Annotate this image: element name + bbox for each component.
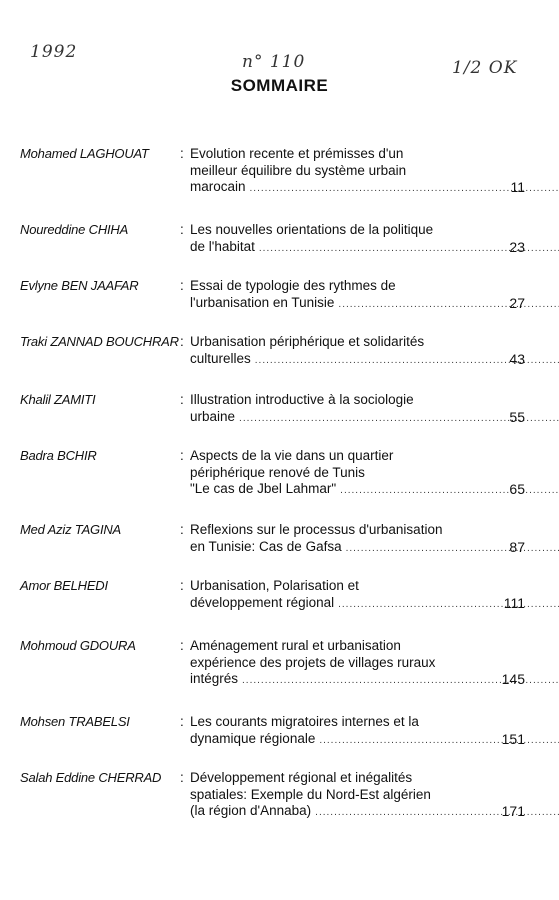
- toc-title-line: Urbanisation périphérique et solidarités: [190, 334, 425, 349]
- page-title: SOMMAIRE: [230, 76, 329, 95]
- toc-page-number: 23: [509, 238, 525, 255]
- toc-title-line: Essai de typologie des rythmes de: [190, 278, 396, 293]
- dot-leader: [340, 485, 559, 496]
- toc-separator: :: [180, 638, 184, 653]
- toc-author: Khalil ZAMITI: [20, 392, 96, 407]
- toc-article-title: [180, 278, 500, 313]
- toc-title-line: de l'habitat: [190, 238, 255, 254]
- toc-article-title: [180, 222, 500, 257]
- toc-title-line: l'urbanisation en Tunisie: [190, 294, 335, 310]
- toc-separator: :: [180, 392, 184, 407]
- toc-article-title: [180, 578, 500, 613]
- toc-separator: :: [180, 714, 184, 729]
- toc-title-line: Reflexions sur le processus d'urbanisation: [190, 522, 443, 537]
- handwritten-year: 1992: [30, 42, 78, 62]
- toc-article-title: [180, 146, 500, 198]
- toc-article-title: [180, 638, 500, 690]
- toc-title-line: culturelles: [190, 350, 251, 366]
- toc-separator: :: [180, 222, 184, 237]
- toc-page-number: 171: [501, 803, 525, 819]
- toc-title-line: Aspects de la vie dans un quartier: [190, 448, 394, 463]
- toc-title-line: Illustration introductive à la sociologie: [190, 392, 414, 407]
- dot-leader: [338, 299, 559, 310]
- toc-title-line: Les courants migratoires internes et la: [190, 714, 419, 729]
- toc-separator: :: [180, 522, 184, 537]
- dot-leader: [338, 599, 559, 610]
- toc-separator: :: [180, 146, 184, 161]
- toc-page-number: 111: [503, 594, 525, 611]
- toc-author: Badra BCHIR: [20, 448, 97, 463]
- toc-article-title: [180, 334, 500, 369]
- handwritten-number: n° 110: [242, 52, 306, 72]
- toc-author: Mohsen TRABELSI: [20, 714, 130, 729]
- toc-title-line: périphérique renové de Tunis: [190, 464, 365, 480]
- toc-separator: :: [180, 448, 184, 463]
- toc-title-line: expérience des projets de villages ruraux: [190, 654, 436, 670]
- toc-title-line: marocain: [190, 179, 246, 194]
- toc-title-line: dynamique régionale: [190, 730, 316, 746]
- toc-separator: :: [180, 770, 184, 785]
- toc-title-line: (la région d'Annaba): [190, 803, 312, 818]
- toc-article-title: [180, 392, 500, 427]
- toc-page-number: 87: [509, 538, 525, 555]
- toc-page-number: 145: [501, 671, 525, 687]
- toc-page-number: 11: [510, 179, 525, 195]
- toc-title-line: meilleur équilibre du système urbain: [190, 162, 407, 178]
- toc-title-line: en Tunisie: Cas de Gafsa: [190, 538, 342, 554]
- toc-page-number: 55: [509, 408, 525, 425]
- toc-author: Mohamed LAGHOUAT: [20, 146, 149, 161]
- toc-author: Med Aziz TAGINA: [20, 522, 122, 537]
- toc-page-number: 65: [509, 481, 525, 497]
- toc-title-line: Les nouvelles orientations de la politique: [190, 222, 434, 237]
- toc-article-title: [180, 522, 500, 557]
- toc-author: Amor BELHEDI: [20, 578, 108, 593]
- toc-title-line: développement régional: [190, 594, 335, 610]
- toc-title-line: spatiales: Exemple du Nord-Est algérien: [190, 786, 431, 802]
- toc-article-title: [180, 714, 500, 749]
- toc-title-line: Aménagement rural et urbanisation: [190, 638, 401, 653]
- toc-author: Evlyne BEN JAAFAR: [20, 278, 139, 293]
- toc-title-line: "Le cas de Jbel Lahmar": [190, 481, 337, 496]
- handwritten-note: 1/2 OK: [452, 58, 518, 78]
- toc-page-number: 43: [509, 350, 525, 367]
- toc-title-line: Urbanisation, Polarisation et: [190, 578, 359, 593]
- dot-leader: [346, 543, 559, 554]
- toc-separator: :: [180, 334, 184, 349]
- toc-title-line: Développement régional et inégalités: [190, 770, 413, 785]
- toc-separator: :: [180, 578, 184, 593]
- toc-author: Mohmoud GDOURA: [20, 638, 136, 653]
- toc-article-title: [180, 448, 500, 500]
- toc-title-line: Evolution recente et prémisses d'un: [190, 146, 404, 161]
- toc-page-number: 151: [501, 730, 525, 747]
- toc-title-line: urbaine: [190, 408, 236, 424]
- toc-article-title: [180, 770, 500, 822]
- toc-author: Traki ZANNAD BOUCHRAR: [20, 334, 179, 349]
- toc-page-number: 27: [509, 294, 525, 311]
- toc-author: Salah Eddine CHERRAD: [20, 770, 162, 785]
- toc-author: Noureddine CHIHA: [20, 222, 129, 237]
- toc-separator: :: [180, 278, 184, 293]
- toc-title-line: intégrés: [190, 671, 239, 686]
